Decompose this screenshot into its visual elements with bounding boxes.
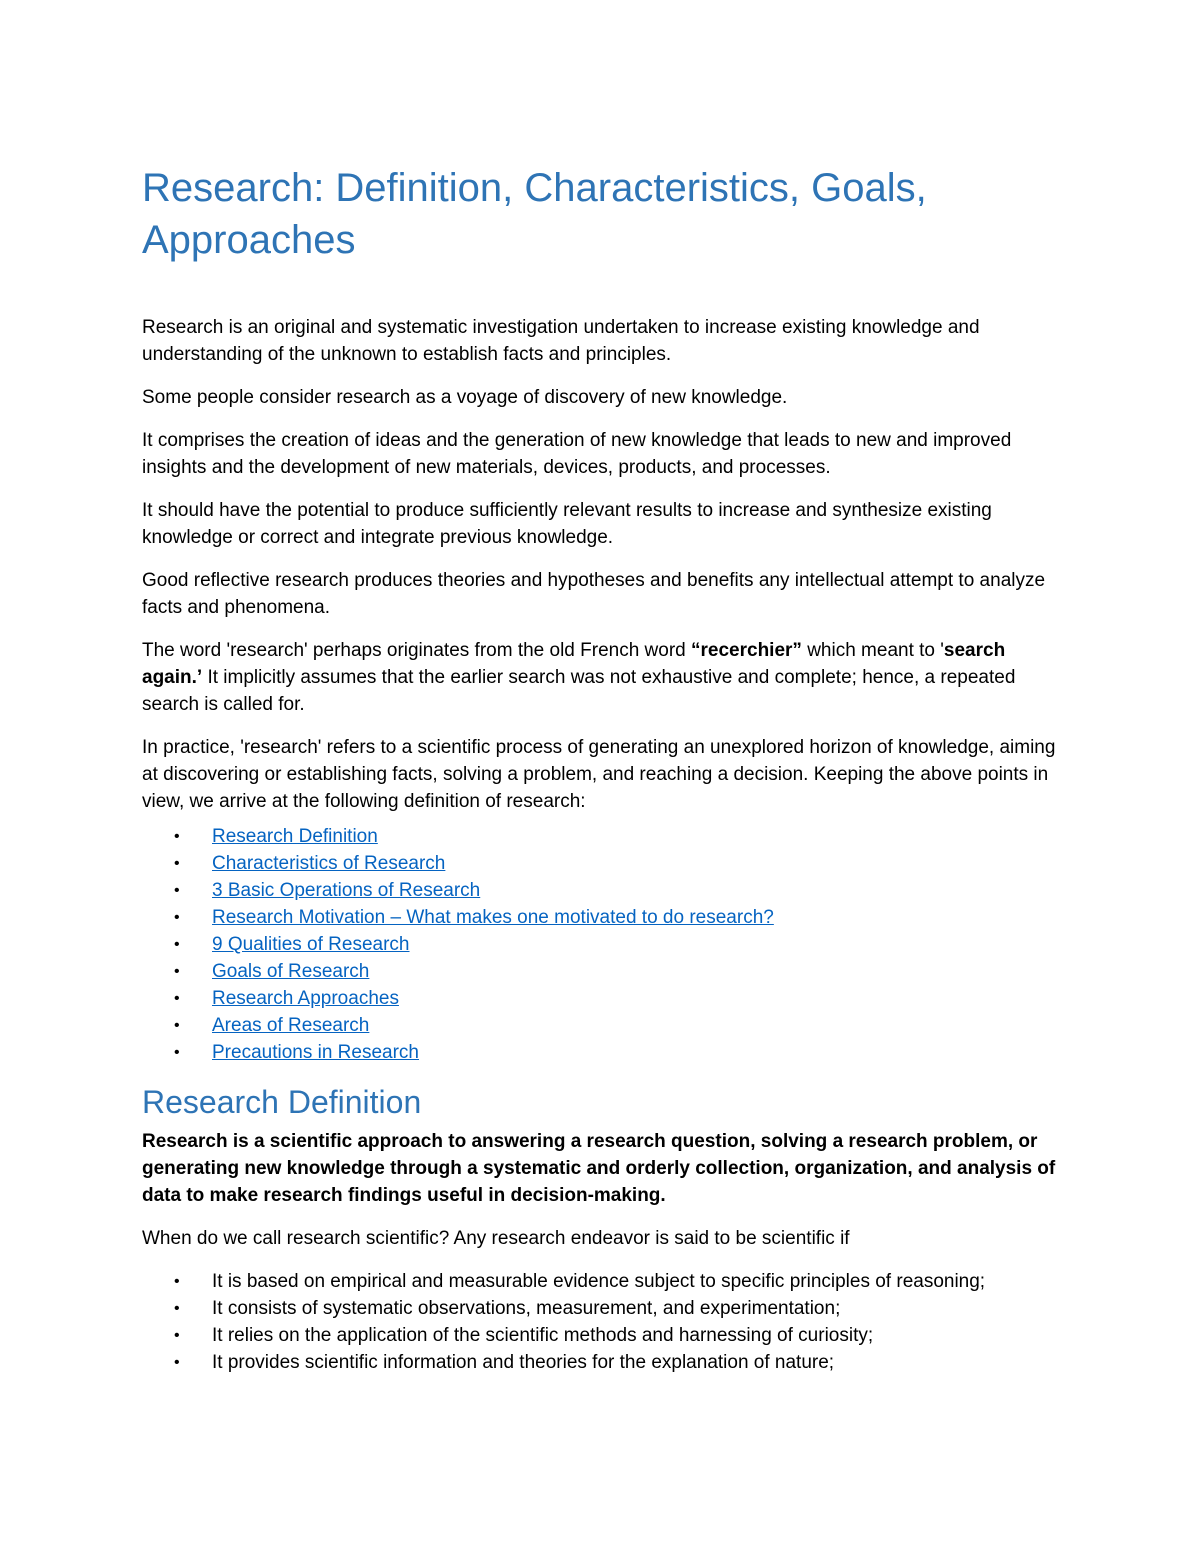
intro-paragraph: Research is an original and systematic investigation undertaken to increase existing knowledge and understanding of the unknown to establish facts and principles.: [142, 317, 980, 365]
criteria-text: It provides scientific information and theories for the explanation of nature;: [212, 1352, 835, 1373]
criteria-text: It consists of systematic observations, measurement, and experimentation;: [212, 1298, 841, 1319]
toc-item: [142, 850, 1062, 877]
criteria-list: [142, 1268, 1062, 1376]
toc-item: [142, 1039, 1062, 1066]
origin-meaning: search again.’: [142, 640, 1006, 688]
section-heading: Research Definition: [142, 1084, 422, 1120]
practice-paragraph: In practice, 'research' refers to a scientific process of generating an unexplored horizon of knowledge, aiming at discovering or establishing facts, solving a problem, and reaching a decision. Keeping the above points in view, we arrive at the following definition of research:: [142, 737, 1056, 812]
definition-paragraph: Research is a scientific approach to answering a research question, solving a research problem, or generating new knowledge through a systematic and orderly collection, organization, and analysis of data to make research findings useful in decision-making.: [142, 1131, 1056, 1206]
bullet-icon: •: [174, 1327, 180, 1344]
toc-link-qualities[interactable]: 9 Qualities of Research: [212, 934, 410, 955]
toc-item: [142, 904, 1062, 931]
origin-text: It implicitly assumes that the earlier search was not exhaustive and complete; hence, a repeated search is called for.: [142, 667, 1016, 715]
toc-item: [142, 931, 1062, 958]
bullet-icon: •: [174, 1017, 180, 1034]
origin-text: The word 'research' perhaps originates from the old French word: [142, 640, 692, 661]
table-of-contents: [142, 823, 1062, 1066]
document-content: [142, 162, 1062, 1376]
bullet-icon: •: [174, 855, 180, 872]
toc-item: [142, 1012, 1062, 1039]
toc-link-motivation[interactable]: Research Motivation – What makes one motivated to do research?: [212, 907, 774, 928]
page-title: Research: Definition, Characteristics, Goals, Approaches: [142, 166, 927, 262]
bullet-icon: •: [174, 990, 180, 1007]
body-paragraph: It should have the potential to produce sufficiently relevant results to increase and synthesize existing knowledge or correct and integrate previous knowledge.: [142, 500, 992, 548]
criteria-item: [142, 1268, 1062, 1295]
criteria-item: [142, 1349, 1062, 1376]
criteria-item: [142, 1295, 1062, 1322]
origin-text: which meant to ': [801, 640, 944, 661]
bullet-icon: •: [174, 1300, 180, 1317]
bullet-icon: •: [174, 909, 180, 926]
bullet-icon: •: [174, 963, 180, 980]
criteria-text: It relies on the application of the scientific methods and harnessing of curiosity;: [212, 1325, 874, 1346]
criteria-text: It is based on empirical and measurable evidence subject to specific principles of reasoning;: [212, 1271, 986, 1292]
body-paragraph: Good reflective research produces theories and hypotheses and benefits any intellectual attempt to analyze facts and phenomena.: [142, 570, 1046, 618]
bullet-icon: •: [174, 1354, 180, 1371]
toc-link-approaches[interactable]: Research Approaches: [212, 988, 399, 1009]
body-paragraph: Some people consider research as a voyage of discovery of new knowledge.: [142, 387, 788, 408]
question-paragraph: When do we call research scientific? Any research endeavor is said to be scientific if: [142, 1228, 850, 1249]
toc-link-basic-operations[interactable]: 3 Basic Operations of Research: [212, 880, 481, 901]
origin-term: “recerchier”: [691, 640, 802, 661]
toc-link-characteristics[interactable]: Characteristics of Research: [212, 853, 446, 874]
toc-item: [142, 823, 1062, 850]
bullet-icon: •: [174, 1044, 180, 1061]
toc-link-research-definition[interactable]: Research Definition: [212, 826, 378, 847]
toc-item: [142, 985, 1062, 1012]
bullet-icon: •: [174, 936, 180, 953]
toc-item: [142, 958, 1062, 985]
toc-link-precautions[interactable]: Precautions in Research: [212, 1042, 419, 1063]
bullet-icon: •: [174, 828, 180, 845]
toc-link-areas[interactable]: Areas of Research: [212, 1015, 370, 1036]
toc-link-goals[interactable]: Goals of Research: [212, 961, 370, 982]
criteria-item: [142, 1322, 1062, 1349]
bullet-icon: •: [174, 882, 180, 899]
body-paragraph: It comprises the creation of ideas and the generation of new knowledge that leads to new and improved insights and the development of new materials, devices, products, and processes.: [142, 430, 1012, 478]
toc-item: [142, 877, 1062, 904]
word-origin-paragraph: [142, 637, 1062, 718]
bullet-icon: •: [174, 1273, 180, 1290]
